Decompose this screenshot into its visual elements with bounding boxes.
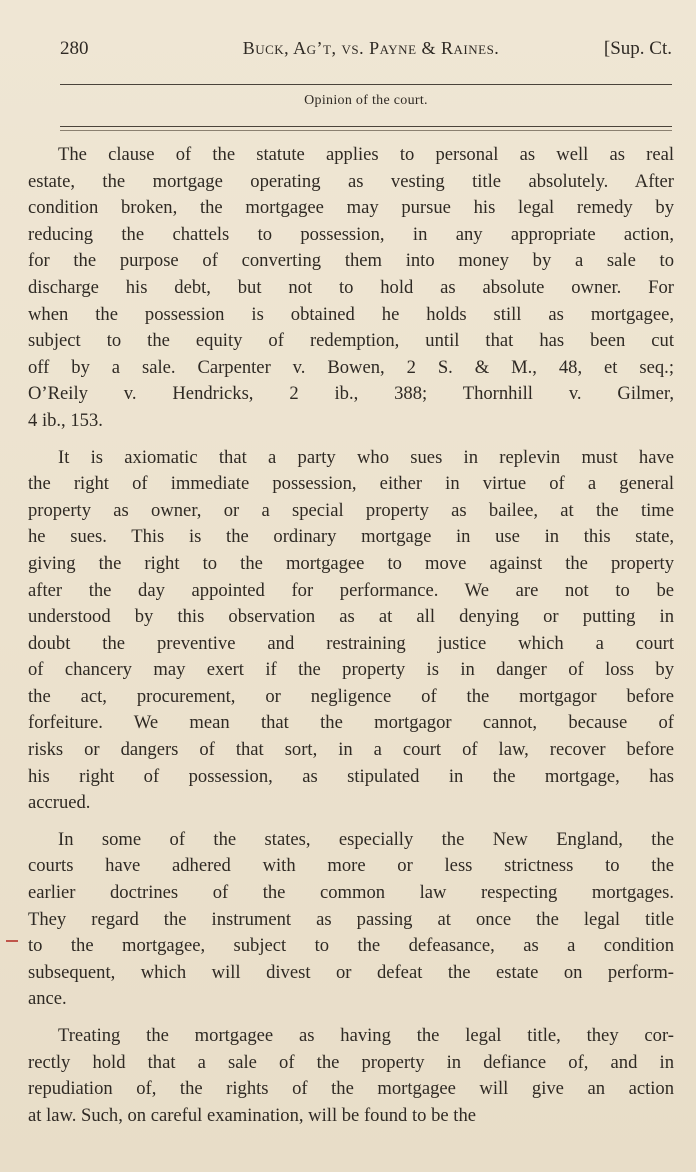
text-line: off by a sale. Carpenter v. Bowen, 2 S. & M., 48, et seq.; bbox=[28, 356, 674, 378]
text-line: discharge his debt, but not to hold as absolute owner. For bbox=[28, 276, 674, 298]
text-line: reducing the chattels to possession, in any appropriate action, bbox=[28, 223, 674, 245]
text-line: for the purpose of converting them into money by a sale to bbox=[28, 250, 674, 272]
text-line: of chancery may exert if the property is in danger of loss by bbox=[28, 659, 674, 681]
paragraph bbox=[28, 827, 674, 1013]
text-line: after the day appointed for performance. We are not to be bbox=[28, 579, 674, 601]
text-line: risks or dangers of that sort, in a court of law, recover before bbox=[28, 739, 674, 761]
opinion-text bbox=[28, 142, 674, 1129]
text-line: forfeiture. We mean that the mortgagor cannot, because of bbox=[28, 712, 674, 734]
court-label: [Sup. Ct. bbox=[603, 38, 672, 59]
text-line: at law. Such, on careful examination, will be found to be the bbox=[28, 1104, 477, 1126]
page-number: 280 bbox=[60, 38, 89, 59]
text-line: courts have adhered with more or less strictness to the bbox=[28, 855, 674, 877]
text-line: when the possession is obtained he holds still as mortgagee, bbox=[28, 303, 674, 325]
section-rule-secondary bbox=[60, 130, 672, 131]
paragraph bbox=[28, 1023, 674, 1129]
text-line: understood by this observation as at all denying or putting in bbox=[28, 606, 674, 628]
paragraph bbox=[28, 445, 674, 817]
text-line: accrued. bbox=[28, 792, 91, 814]
text-line: he sues. This is the ordinary mortgage in use in this state, bbox=[28, 526, 674, 548]
text-line: In some of the states, especially the New England, the bbox=[58, 828, 674, 850]
text-line: It is axiomatic that a party who sues in replevin must have bbox=[58, 446, 674, 468]
text-line: Treating the mortgagee as having the legal title, they cor- bbox=[58, 1025, 674, 1046]
text-line: They regard the instrument as passing at once the legal title bbox=[28, 908, 674, 930]
text-line: subsequent, which will divest or defeat the estate on perform- bbox=[28, 961, 674, 983]
text-line: ance. bbox=[28, 988, 67, 1010]
text-line: to the mortgagee, subject to the defeasance, as a condition bbox=[28, 935, 674, 957]
paragraph bbox=[28, 142, 674, 435]
section-rule bbox=[60, 126, 672, 127]
text-line: 4 ib., 153. bbox=[28, 409, 103, 431]
text-line: repudiation of, the rights of the mortgagee will give an action bbox=[28, 1078, 674, 1100]
text-line: the right of immediate possession, either in virtue of a general bbox=[28, 473, 674, 495]
text-line: estate, the mortgage operating as vesting title absolutely. After bbox=[28, 170, 674, 192]
text-line: The clause of the statute applies to personal as well as real bbox=[58, 144, 674, 165]
text-line: doubt the preventive and restraining justice which a court bbox=[28, 632, 674, 654]
text-line: his right of possession, as stipulated in the mortgage, has bbox=[28, 765, 674, 787]
running-title: Buck, Ag’t, vs. Payne & Raines. bbox=[242, 38, 500, 58]
section-label: Opinion of the court. bbox=[304, 93, 428, 108]
text-line: condition broken, the mortgagee may pursue his legal remedy by bbox=[28, 197, 674, 219]
text-line: subject to the equity of redemption, until that has been cut bbox=[28, 330, 674, 352]
header-rule bbox=[60, 84, 672, 85]
running-header bbox=[60, 38, 672, 72]
text-line: earlier doctrines of the common law respecting mortgages. bbox=[28, 882, 674, 904]
text-line: property as owner, or a special property as bailee, at the time bbox=[28, 499, 674, 521]
margin-mark bbox=[6, 940, 18, 942]
text-line: giving the right to the mortgagee to move against the property bbox=[28, 552, 674, 574]
text-line: O’Reily v. Hendricks, 2 ib., 388; Thornhill v. Gilmer, bbox=[28, 383, 674, 405]
text-line: the act, procurement, or negligence of the mortgagor before bbox=[28, 685, 674, 707]
text-line: rectly hold that a sale of the property in defiance of, and in bbox=[28, 1051, 674, 1073]
